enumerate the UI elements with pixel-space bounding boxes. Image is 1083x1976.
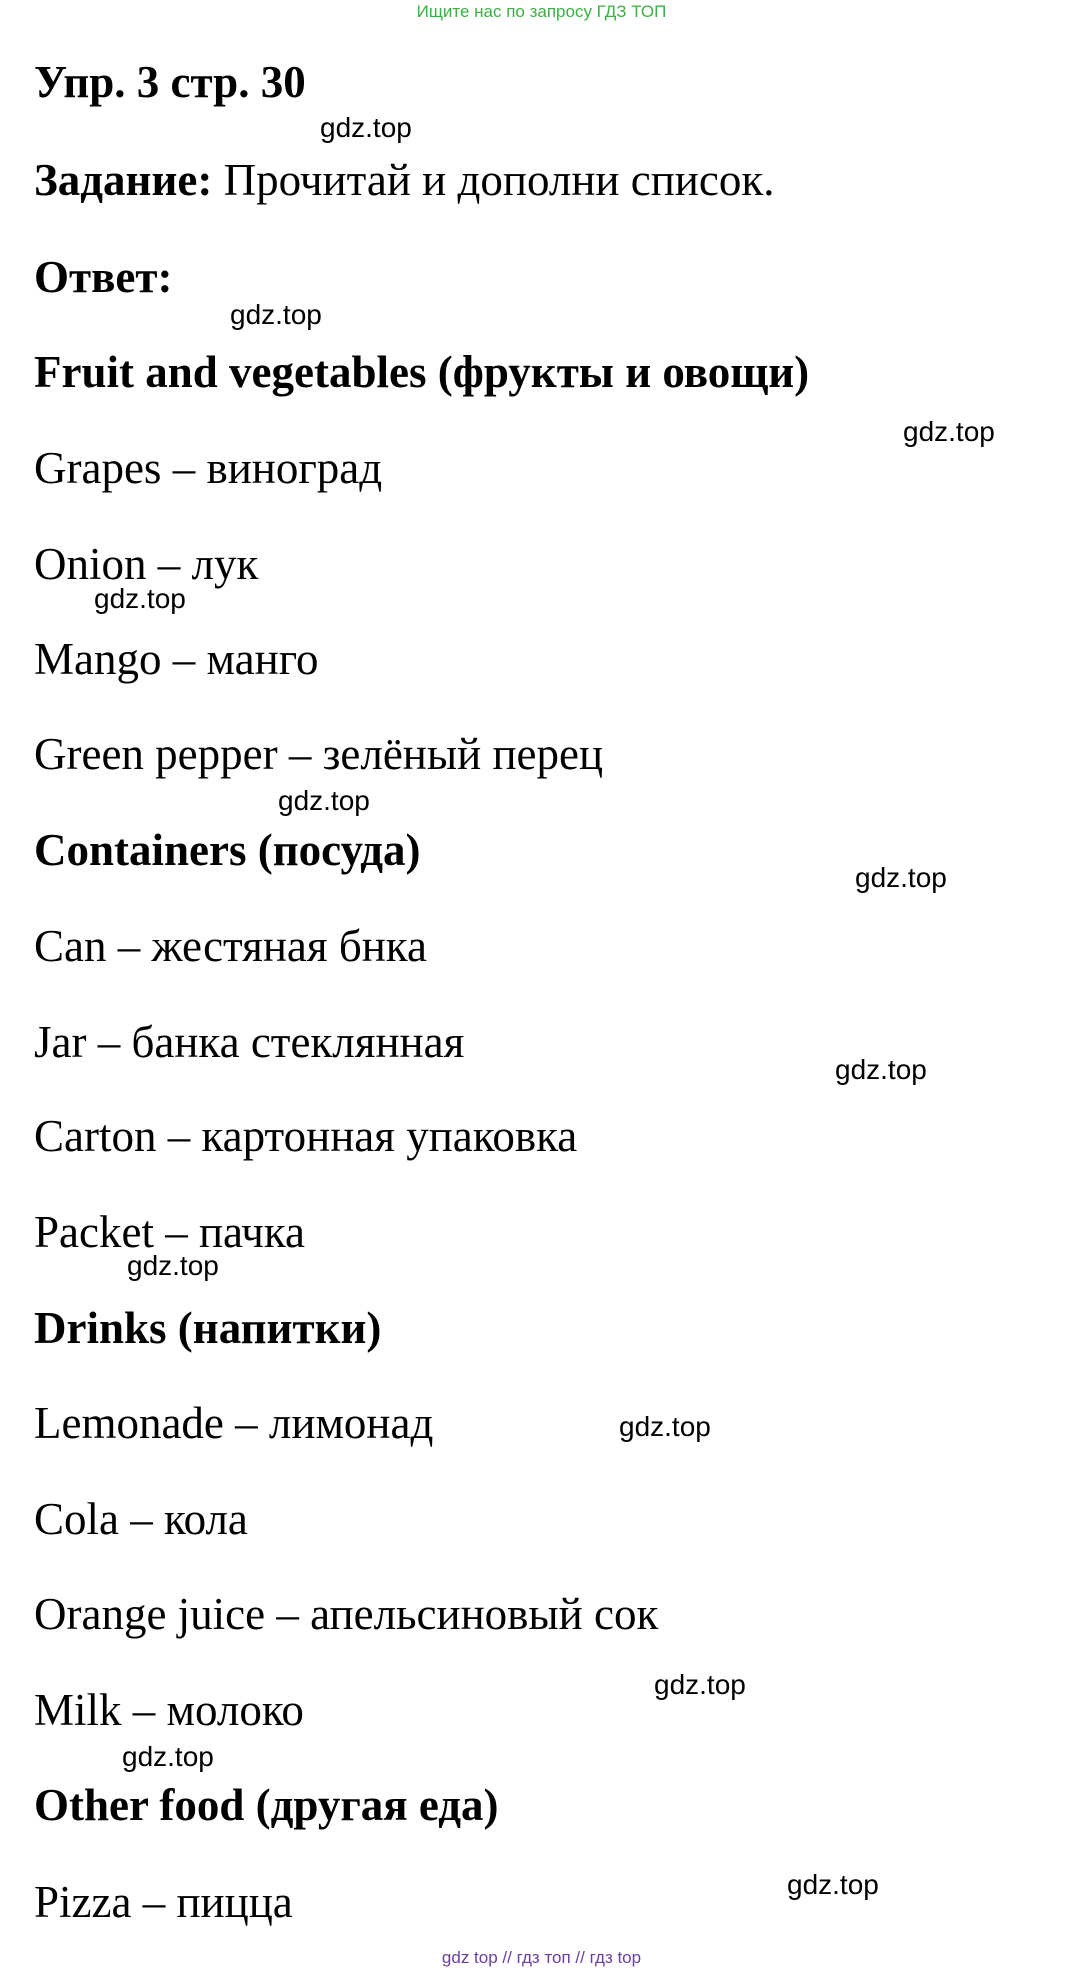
list-item: Carton – картонная упаковка xyxy=(34,1111,578,1161)
top-banner-link[interactable]: Ищите нас по запросу ГДЗ ТОП xyxy=(416,2,667,21)
task-text: Прочитай и дополни список. xyxy=(212,155,775,205)
watermark: gdz.top xyxy=(855,862,947,893)
watermark: gdz.top xyxy=(835,1054,927,1085)
watermark: gdz.top xyxy=(127,1250,219,1281)
list-item: Orange juice – апельсиновый сок xyxy=(34,1589,659,1639)
list-item: Onion – лук xyxy=(34,539,259,589)
list-item: Grapes – виноград xyxy=(34,443,383,493)
task-line xyxy=(34,155,775,205)
section-heading-fruit: Fruit and vegetables (фрукты и овощи) xyxy=(34,347,810,397)
list-item: Jar – банка стеклянная xyxy=(34,1017,465,1067)
task-label: Задание: xyxy=(34,155,213,205)
list-item: Can – жестяная бнка xyxy=(34,921,427,971)
answer-label: Ответ: xyxy=(34,252,173,302)
watermark: gdz.top xyxy=(278,785,370,816)
section-heading-containers: Containers (посуда) xyxy=(34,825,421,875)
list-item: Cola – кола xyxy=(34,1494,248,1544)
list-item: Green pepper – зелёный перец xyxy=(34,729,604,779)
list-item: Pizza – пицца xyxy=(34,1877,293,1927)
watermark: gdz.top xyxy=(903,416,995,447)
watermark: gdz.top xyxy=(787,1869,879,1900)
section-heading-other-food: Other food (другая еда) xyxy=(34,1780,499,1830)
watermark: gdz.top xyxy=(320,112,412,143)
watermark: gdz.top xyxy=(619,1411,711,1442)
list-item: Milk – молоко xyxy=(34,1685,304,1735)
footer-links[interactable]: gdz top // гдз топ // гдз top xyxy=(441,1948,642,1967)
list-item: Lemonade – лимонад xyxy=(34,1398,434,1448)
list-item: Mango – манго xyxy=(34,634,319,684)
watermark: gdz.top xyxy=(230,299,322,330)
watermark: gdz.top xyxy=(122,1741,214,1772)
section-heading-drinks: Drinks (напитки) xyxy=(34,1303,382,1353)
exercise-title: Упр. 3 стр. 30 xyxy=(34,57,306,107)
watermark: gdz.top xyxy=(94,583,186,614)
list-item: Packet – пачка xyxy=(34,1207,305,1257)
watermark: gdz.top xyxy=(654,1669,746,1700)
